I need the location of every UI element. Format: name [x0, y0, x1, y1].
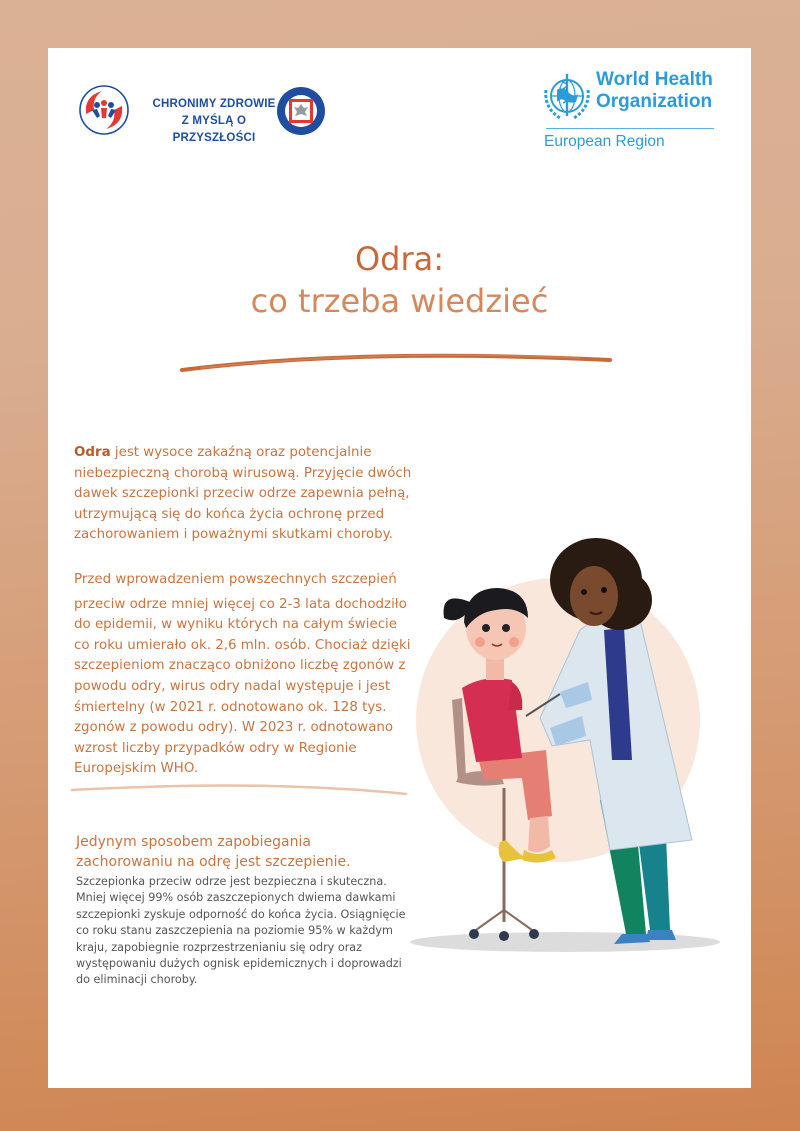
history-text: przeciw odrze mniej więcej co 2-3 lata dochodziło do epidemii, w wyniku których na całym świecie co roku umierało ok. 2,6 mln. osób. Chociaż dzięki szczepieniom znacząco obniżono liczbę zgonów z powodu odry, wirus odry nadal występuje i jest śmiertelny (w 2021 r. odnotowano ok. 128 tys. zgonów z powodu odry). W 2023 r. odnotowano wzrost liczby przypadków odry w Regionie Europejskim WHO.: [74, 596, 411, 777]
intro-keyword: Odra: [74, 445, 111, 460]
callout-body: Szczepionka przeciw odrze jest bezpieczna i skuteczna. Mniej więcej 99% osób zaszczepionych dwiema dawkami szczepionki zyskuje odporność do końca życia. Osiągnięcie co roku stanu zaszczepienia na poziomie 95% w każdym kraju, zapobiegnie rozprzestrzenianiu się odry oraz występowaniu dużych ognisk epidemicznych i doprowadzi do eliminacji choroby.: [76, 875, 406, 987]
who-region: European Region: [544, 133, 665, 150]
eagle-emblem-icon: [276, 86, 326, 136]
campaign-slogan-line2: Z MYŚLĄ O PRZYSZŁOŚCI: [172, 115, 256, 144]
history-first-line: Przed wprowadzeniem powszechnych szczepień: [74, 572, 397, 587]
brush-stroke-divider-light: [70, 780, 410, 798]
intro-paragraph: [74, 443, 414, 546]
campaign-slogan: [144, 96, 284, 147]
intro-text: jest wysoce zakaźną oraz potencjalnie niebezpieczną chorobą wirusową. Przyjęcie dwóch dawek szczepionki przeciw odrze zapewnia pełną, utrzymującą się do końca życia ochronę przed zachorowaniem i poważnymi skutkami choroby.: [74, 445, 412, 543]
campaign-slogan-line1: CHRONIMY ZDROWIE: [152, 98, 276, 110]
history-paragraph: [74, 570, 414, 780]
who-emblem-icon: [538, 68, 596, 126]
family-hands-icon: [78, 84, 130, 136]
who-name-line2: Organization: [596, 91, 713, 112]
who-name: [596, 69, 713, 113]
callout-heading: Jedynym sposobem zapobiegania zachorowaniu na odrę jest szczepienie.: [76, 834, 351, 870]
title-line2: co trzeba wiedzieć: [250, 282, 549, 320]
who-logo: [538, 66, 728, 156]
page-title: [48, 238, 751, 322]
who-name-line1: World Health: [596, 69, 713, 90]
who-divider: [546, 128, 714, 129]
doctor-vaccinating-child-illustration: [400, 510, 730, 960]
leaflet-page: [48, 48, 751, 1088]
brush-stroke-divider: [180, 346, 612, 376]
title-line1: Odra:: [354, 240, 445, 278]
